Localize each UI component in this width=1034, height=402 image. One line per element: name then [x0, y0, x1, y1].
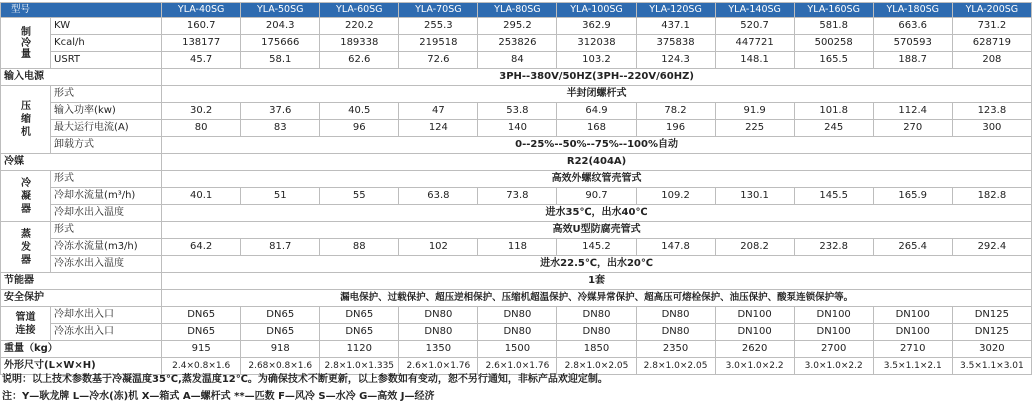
model-cell: YLA-40SG [162, 3, 241, 18]
model-cell: YLA-140SG [715, 3, 794, 18]
value-cell: 83 [241, 120, 320, 137]
compressor-unload-label: 卸载方式 [51, 137, 162, 154]
value-cell: 90.7 [557, 188, 636, 205]
value-cell: DN65 [320, 324, 399, 341]
value-cell: 51 [241, 188, 320, 205]
value-cell: 96 [320, 120, 399, 137]
value-cell: 500258 [794, 35, 873, 52]
value-cell: 225 [715, 120, 794, 137]
value-cell: 447721 [715, 35, 794, 52]
value-cell: 255.3 [399, 18, 478, 35]
value-cell: 72.6 [399, 52, 478, 69]
economizer-label: 节能器 [1, 273, 162, 290]
value-cell: 112.4 [873, 103, 952, 120]
compressor-power-label: 输入功率(kw) [51, 103, 162, 120]
value-cell: 2620 [715, 341, 794, 358]
value-cell: 300 [952, 120, 1031, 137]
value-cell: 63.8 [399, 188, 478, 205]
value-cell: 140 [478, 120, 557, 137]
evaporator-type-row [1, 222, 1032, 239]
value-cell: DN65 [241, 324, 320, 341]
value-cell: DN80 [478, 324, 557, 341]
value-cell: 219518 [399, 35, 478, 52]
value-cell: 3.0×1.0×2.2 [715, 358, 794, 375]
value-cell: DN100 [715, 324, 794, 341]
value-cell: 2.8×1.0×1.335 [320, 358, 399, 375]
value-cell: DN65 [162, 324, 241, 341]
cooling-row [1, 18, 1032, 35]
model-cell: YLA-120SG [636, 3, 715, 18]
piping-label: 冷却水出入口 [51, 307, 162, 324]
value-cell: 731.2 [952, 18, 1031, 35]
compressor-current-row [1, 120, 1032, 137]
value-cell: 918 [241, 341, 320, 358]
value-cell: 102 [399, 239, 478, 256]
safety-label: 安全保护 [1, 290, 162, 307]
value-cell: 1350 [399, 341, 478, 358]
value-cell: 265.4 [873, 239, 952, 256]
evaporator-type-value: 高效U型防腐壳管式 [162, 222, 1032, 239]
compressor-unload-value: 0--25%--50%--75%--100%自动 [162, 137, 1032, 154]
value-cell: 175666 [241, 35, 320, 52]
value-cell: 148.1 [715, 52, 794, 69]
value-cell: 2350 [636, 341, 715, 358]
value-cell: 2.8×1.0×2.05 [557, 358, 636, 375]
value-cell: 40.1 [162, 188, 241, 205]
evaporator-group-label: 蒸发器 [1, 222, 51, 273]
refrigerant-value: R22(404A) [162, 154, 1032, 171]
cooling-group-label: 制冷量 [1, 18, 51, 69]
piping-row [1, 307, 1032, 324]
value-cell: DN80 [557, 324, 636, 341]
compressor-group-label: 压缩机 [1, 86, 51, 154]
value-cell: 270 [873, 120, 952, 137]
value-cell: 103.2 [557, 52, 636, 69]
value-cell: 124 [399, 120, 478, 137]
header-row [1, 3, 1032, 18]
value-cell: 81.7 [241, 239, 320, 256]
value-cell: 145.2 [557, 239, 636, 256]
model-cell: YLA-180SG [873, 3, 952, 18]
value-cell: 189338 [320, 35, 399, 52]
value-cell: 915 [162, 341, 241, 358]
value-cell: 147.8 [636, 239, 715, 256]
value-cell: 3.5×1.1×3.01 [952, 358, 1031, 375]
value-cell: 138177 [162, 35, 241, 52]
value-cell: 45.7 [162, 52, 241, 69]
evaporator-type-label: 形式 [51, 222, 162, 239]
value-cell: 208 [952, 52, 1031, 69]
value-cell: 295.2 [478, 18, 557, 35]
safety-value: 漏电保护、过载保护、超压逆相保护、压缩机超温保护、冷媒异常保护、超高压可熔栓保护、油压保护、酸泵连锁保护等。 [162, 290, 1032, 307]
value-cell: DN125 [952, 307, 1031, 324]
value-cell: 2.8×1.0×2.05 [636, 358, 715, 375]
model-cell: YLA-160SG [794, 3, 873, 18]
evaporator-flow-label: 冷冻水流量(m3/h) [51, 239, 162, 256]
value-cell: 123.8 [952, 103, 1031, 120]
condenser-temp-row [1, 205, 1032, 222]
evaporator-flow-row [1, 239, 1032, 256]
model-label: 型号 [1, 3, 162, 18]
value-cell: 2.6×1.0×1.76 [399, 358, 478, 375]
value-cell: 3.5×1.1×2.1 [873, 358, 952, 375]
value-cell: DN100 [794, 324, 873, 341]
value-cell: DN65 [241, 307, 320, 324]
value-cell: 188.7 [873, 52, 952, 69]
value-cell: 2.6×1.0×1.76 [478, 358, 557, 375]
value-cell: 62.6 [320, 52, 399, 69]
cooling-unit: USRT [51, 52, 162, 69]
value-cell: 2700 [794, 341, 873, 358]
value-cell: 245 [794, 120, 873, 137]
value-cell: 570593 [873, 35, 952, 52]
value-cell: 196 [636, 120, 715, 137]
value-cell: 64.2 [162, 239, 241, 256]
value-cell: 40.5 [320, 103, 399, 120]
compressor-type-label: 形式 [51, 86, 162, 103]
value-cell: DN100 [715, 307, 794, 324]
refrigerant-label: 冷媒 [1, 154, 162, 171]
value-cell: 2.4×0.8×1.6 [162, 358, 241, 375]
value-cell: 581.8 [794, 18, 873, 35]
value-cell: 375838 [636, 35, 715, 52]
value-cell: 118 [478, 239, 557, 256]
power-supply-value: 3PH--380V/50HZ(3PH--220V/60HZ) [162, 69, 1032, 86]
value-cell: 3.0×1.0×2.2 [794, 358, 873, 375]
value-cell: DN80 [636, 324, 715, 341]
value-cell: 168 [557, 120, 636, 137]
value-cell: 312038 [557, 35, 636, 52]
value-cell: 124.3 [636, 52, 715, 69]
value-cell: 64.9 [557, 103, 636, 120]
value-cell: 1500 [478, 341, 557, 358]
value-cell: DN80 [399, 307, 478, 324]
condenser-type-value: 高效外螺纹管壳管式 [162, 171, 1032, 188]
power-supply-label: 输入电源 [1, 69, 162, 86]
model-cell: YLA-50SG [241, 3, 320, 18]
condenser-type-row [1, 171, 1032, 188]
value-cell: DN80 [478, 307, 557, 324]
value-cell: 73.8 [478, 188, 557, 205]
value-cell: 3020 [952, 341, 1031, 358]
evaporator-temp-value: 进水22.5℃，出水20℃ [162, 256, 1032, 273]
compressor-type-value: 半封闭螺杆式 [162, 86, 1032, 103]
value-cell: DN125 [952, 324, 1031, 341]
value-cell: 2.68×0.8×1.6 [241, 358, 320, 375]
value-cell: 58.1 [241, 52, 320, 69]
footnote-description: 说明：以上技术参数基于冷凝温度35℃,蒸发温度12℃。为确保技术不断更新，以上参数如有变动，恕不另行通知，非标产品欢迎定制。 [2, 374, 608, 385]
value-cell: 30.2 [162, 103, 241, 120]
piping-group-label: 管道连接 [1, 307, 51, 341]
cooling-row [1, 52, 1032, 69]
value-cell: 165.5 [794, 52, 873, 69]
model-cell: YLA-100SG [557, 3, 636, 18]
value-cell: 78.2 [636, 103, 715, 120]
value-cell: 91.9 [715, 103, 794, 120]
value-cell: 1850 [557, 341, 636, 358]
evaporator-temp-label: 冷冻水出入温度 [51, 256, 162, 273]
value-cell: DN80 [557, 307, 636, 324]
value-cell: 55 [320, 188, 399, 205]
value-cell: 220.2 [320, 18, 399, 35]
value-cell: DN65 [320, 307, 399, 324]
value-cell: 520.7 [715, 18, 794, 35]
weight-row [1, 341, 1032, 358]
model-cell: YLA-60SG [320, 3, 399, 18]
compressor-type-row [1, 86, 1032, 103]
value-cell: 2710 [873, 341, 952, 358]
refrigerant-row [1, 154, 1032, 171]
compressor-current-label: 最大运行电流(A) [51, 120, 162, 137]
value-cell: 101.8 [794, 103, 873, 120]
value-cell: 47 [399, 103, 478, 120]
footnote-legend: 注：Y—耿龙牌 L—冷水(冻)机 X—箱式 A—螺杆式 **—匹数 F—风冷 S—水冷 G—高效 J—经济 [2, 391, 435, 402]
value-cell: 165.9 [873, 188, 952, 205]
value-cell: 437.1 [636, 18, 715, 35]
value-cell: 84 [478, 52, 557, 69]
value-cell: 145.5 [794, 188, 873, 205]
value-cell: 232.8 [794, 239, 873, 256]
model-cell: YLA-200SG [952, 3, 1031, 18]
value-cell: 53.8 [478, 103, 557, 120]
value-cell: 130.1 [715, 188, 794, 205]
economizer-value: 1套 [162, 273, 1032, 290]
condenser-flow-row [1, 188, 1032, 205]
evaporator-temp-row [1, 256, 1032, 273]
piping-row [1, 324, 1032, 341]
value-cell: DN65 [162, 307, 241, 324]
value-cell: 628719 [952, 35, 1031, 52]
value-cell: 80 [162, 120, 241, 137]
value-cell: 160.7 [162, 18, 241, 35]
compressor-unload-row [1, 137, 1032, 154]
condenser-group-label: 冷凝器 [1, 171, 51, 222]
cooling-row [1, 35, 1032, 52]
weight-label: 重量（kg） [1, 341, 162, 358]
cooling-unit: Kcal/h [51, 35, 162, 52]
condenser-flow-label: 冷却水流量(m³/h) [51, 188, 162, 205]
value-cell: 37.6 [241, 103, 320, 120]
condenser-temp-label: 冷却水出入温度 [51, 205, 162, 222]
model-cell: YLA-80SG [478, 3, 557, 18]
value-cell: 292.4 [952, 239, 1031, 256]
spec-table [0, 2, 1032, 375]
value-cell: DN80 [399, 324, 478, 341]
value-cell: DN100 [794, 307, 873, 324]
value-cell: 208.2 [715, 239, 794, 256]
piping-label: 冷冻水出入口 [51, 324, 162, 341]
safety-row [1, 290, 1032, 307]
compressor-power-row [1, 103, 1032, 120]
value-cell: 1120 [320, 341, 399, 358]
power-supply-row [1, 69, 1032, 86]
value-cell: 663.6 [873, 18, 952, 35]
model-cell: YLA-70SG [399, 3, 478, 18]
value-cell: 182.8 [952, 188, 1031, 205]
value-cell: 362.9 [557, 18, 636, 35]
dimensions-label: 外形尺寸(L×W×H) [1, 358, 162, 375]
value-cell: DN100 [873, 307, 952, 324]
value-cell: DN100 [873, 324, 952, 341]
condenser-temp-value: 进水35℃，出水40℃ [162, 205, 1032, 222]
cooling-unit: KW [51, 18, 162, 35]
economizer-row [1, 273, 1032, 290]
value-cell: 109.2 [636, 188, 715, 205]
condenser-type-label: 形式 [51, 171, 162, 188]
value-cell: 88 [320, 239, 399, 256]
value-cell: 204.3 [241, 18, 320, 35]
value-cell: 253826 [478, 35, 557, 52]
value-cell: DN80 [636, 307, 715, 324]
